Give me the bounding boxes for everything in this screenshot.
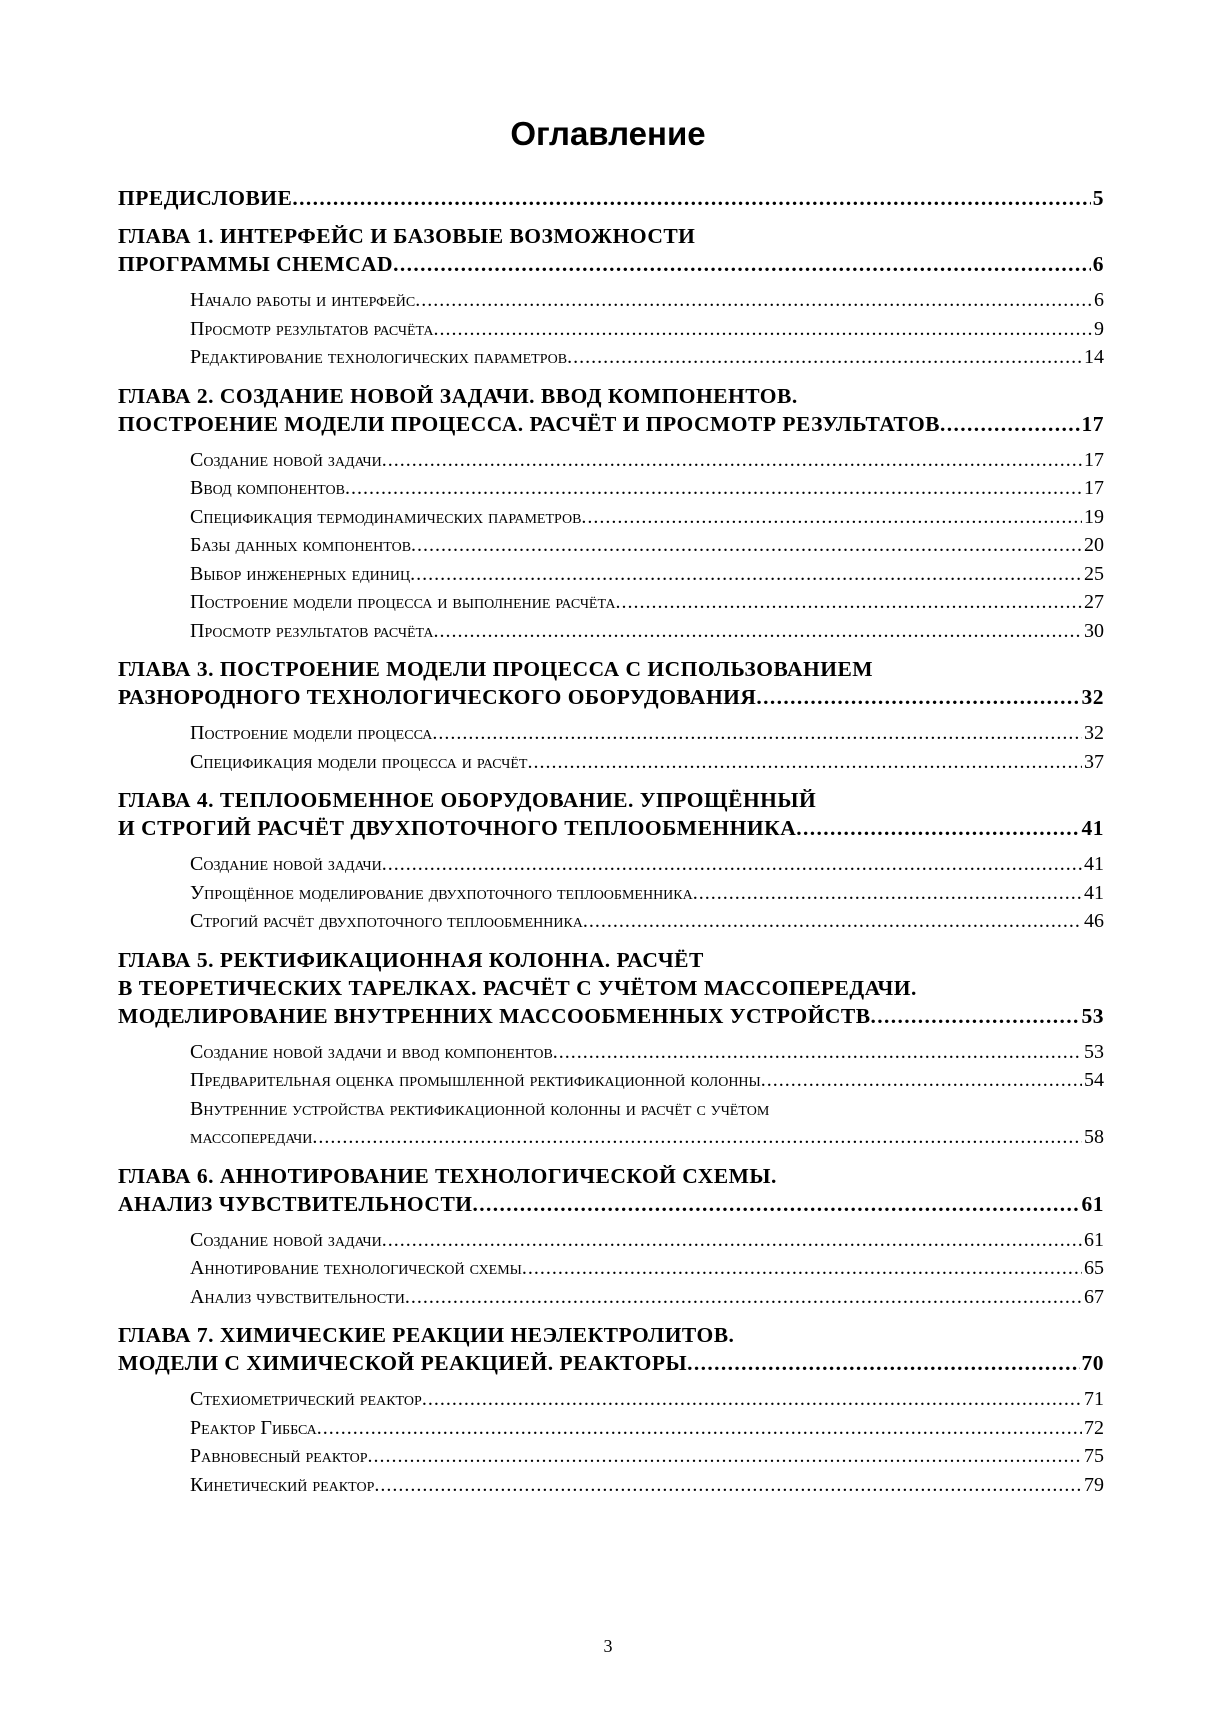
section-row	[190, 286, 1104, 315]
section-row	[190, 1066, 1104, 1095]
section-row	[190, 1123, 1104, 1152]
toc-section-entry[interactable]	[190, 286, 1104, 315]
dot-leader	[382, 1226, 1082, 1255]
chapter-title-line: ГЛАВА 5. РЕКТИФИКАЦИОННАЯ КОЛОННА. РАСЧЁТ	[118, 947, 704, 972]
section-row	[190, 560, 1104, 589]
dot-leader	[687, 1349, 1079, 1377]
chapter-page: 41	[1081, 816, 1104, 840]
section-list	[190, 719, 1104, 776]
dot-leader	[382, 446, 1082, 475]
section-page: 32	[1084, 722, 1104, 744]
dot-leader	[615, 588, 1082, 617]
section-row	[190, 446, 1104, 475]
toc-section-entry[interactable]	[190, 1471, 1104, 1500]
dot-leader	[432, 719, 1082, 748]
toc-section-entry[interactable]	[190, 1254, 1104, 1283]
section-row	[190, 588, 1104, 617]
chapter-title-last-line	[118, 1349, 1104, 1377]
dot-leader	[527, 748, 1082, 777]
section-title: Построение модели процесса и выполнение расчёта	[190, 591, 616, 613]
section-page: 58	[1084, 1126, 1104, 1148]
section-title: Предварительная оценка промышленной ректификационной колонны	[190, 1069, 761, 1091]
section-page: 25	[1084, 562, 1104, 585]
toc-section-entry[interactable]	[190, 503, 1104, 532]
section-title: Спецификация модели процесса и расчёт	[190, 750, 528, 773]
section-page: 30	[1084, 619, 1104, 642]
dot-leader	[345, 474, 1082, 503]
section-title: Просмотр результатов расчёта	[190, 317, 434, 340]
section-title: Создание новой задачи	[190, 448, 382, 471]
section-title: Кинетический реактор	[190, 1473, 375, 1496]
section-page: 27	[1084, 591, 1104, 613]
dot-leader	[368, 1442, 1083, 1471]
chapter-page: 17	[1081, 411, 1104, 436]
section-page: 53	[1084, 1040, 1104, 1063]
toc-section-entry[interactable]	[190, 1038, 1104, 1067]
chapter-title-line: ГЛАВА 4. ТЕПЛООБМЕННОЕ ОБОРУДОВАНИЕ. УПРОЩЁННЫЙ	[118, 788, 817, 812]
section-row	[190, 343, 1104, 372]
section-page: 19	[1084, 505, 1104, 528]
section-page: 37	[1084, 750, 1104, 773]
chapter-heading[interactable]	[118, 655, 1104, 711]
section-title: Создание новой задачи и ввод компонентов	[190, 1040, 553, 1063]
chapter-heading[interactable]	[118, 382, 1104, 438]
section-title: массопередачи	[190, 1126, 313, 1148]
chapter-title-line: И СТРОГИЙ РАСЧЁТ ДВУХПОТОЧНОГО ТЕПЛООБМЕННИКА	[118, 816, 797, 840]
dot-leader	[473, 1190, 1080, 1218]
chapter-title-last-line	[118, 410, 1104, 438]
dot-leader	[312, 1123, 1082, 1152]
toc-section-entry[interactable]	[190, 343, 1104, 372]
toc-section-entry[interactable]	[190, 315, 1104, 344]
chapter-block	[118, 946, 1104, 1152]
section-title: Спецификация термодинамических параметров	[190, 505, 582, 528]
chapter-page: 70	[1081, 1351, 1104, 1375]
dot-leader	[761, 1066, 1082, 1095]
chapter-page: 32	[1081, 685, 1104, 709]
section-page: 46	[1084, 910, 1104, 932]
dot-leader	[522, 1254, 1082, 1283]
page-number: 3	[603, 1636, 613, 1656]
section-page: 14	[1084, 346, 1104, 368]
section-title: Начало работы и интерфейс	[190, 289, 416, 311]
chapter-block	[118, 382, 1104, 646]
section-page: 67	[1084, 1285, 1104, 1308]
dot-leader	[422, 1385, 1082, 1414]
section-title: Равновесный реактор	[190, 1445, 368, 1467]
chapter-block	[118, 1162, 1104, 1312]
section-list	[190, 286, 1104, 372]
toc-section-entry[interactable]	[190, 560, 1104, 589]
chapter-heading[interactable]	[118, 222, 1104, 278]
toc-section-entry[interactable]	[190, 1385, 1104, 1414]
section-title: Редактирование технологических параметров	[190, 346, 568, 368]
section-title: Создание новой задачи	[190, 1228, 382, 1251]
toc-section-entry[interactable]	[190, 446, 1104, 475]
toc-section-entry[interactable]	[190, 474, 1104, 503]
section-row	[190, 1442, 1104, 1471]
section-page: 41	[1084, 881, 1104, 904]
chapter-title-last-line	[118, 814, 1104, 842]
toc-section-entry[interactable]	[190, 1095, 1104, 1152]
chapter-title-last-line	[118, 683, 1104, 711]
section-title: Базы данных компонентов	[190, 534, 412, 556]
section-row	[190, 503, 1104, 532]
page-title: Оглавление	[510, 115, 706, 152]
section-title: Анализ чувствительности	[190, 1285, 405, 1308]
section-title: Упрощённое моделирование двухпоточного теплообменника	[190, 881, 693, 904]
section-row	[190, 907, 1104, 936]
dot-leader	[415, 286, 1092, 315]
toc-section-entry[interactable]	[190, 1066, 1104, 1095]
section-title-line: Внутренние устройства ректификационной колонны и расчёт с учётом	[190, 1097, 770, 1120]
chapter-heading[interactable]	[118, 1162, 1104, 1218]
dot-leader	[871, 1002, 1080, 1030]
section-row	[190, 850, 1104, 879]
chapter-title-line: ГЛАВА 2. СОЗДАНИЕ НОВОЙ ЗАДАЧИ. ВВОД КОМПОНЕНТОВ.	[118, 383, 798, 408]
dot-leader	[553, 1038, 1082, 1067]
dot-leader	[410, 560, 1082, 589]
section-page: 17	[1084, 477, 1104, 499]
chapter-title-line: ГЛАВА 3. ПОСТРОЕНИЕ МОДЕЛИ ПРОЦЕССА С ИСПОЛЬЗОВАНИЕМ	[118, 657, 874, 681]
dot-leader	[433, 315, 1092, 344]
toc-section-entry[interactable]	[190, 850, 1104, 879]
chapter-title-line: ПОСТРОЕНИЕ МОДЕЛИ ПРОЦЕССА. РАСЧЁТ И ПРОСМОТР РЕЗУЛЬТАТОВ	[118, 411, 941, 436]
chapter-heading[interactable]	[118, 1321, 1104, 1377]
section-list	[190, 1038, 1104, 1152]
dot-leader	[581, 503, 1082, 532]
dot-leader	[693, 879, 1082, 908]
chapter-block	[118, 222, 1104, 372]
section-page: 75	[1084, 1445, 1104, 1467]
chapter-block	[118, 655, 1104, 776]
section-page: 79	[1084, 1473, 1104, 1496]
table-of-contents	[118, 184, 1104, 1503]
section-list	[190, 850, 1104, 936]
section-row	[190, 531, 1104, 560]
toc-section-entry[interactable]	[190, 748, 1104, 777]
section-title: Просмотр результатов расчёта	[190, 619, 434, 642]
section-title: Ввод компонентов	[190, 477, 345, 499]
toc-section-entry[interactable]	[190, 617, 1104, 646]
dot-leader	[583, 907, 1082, 936]
section-title: Реактор Гиббса	[190, 1416, 317, 1439]
section-page: 17	[1084, 448, 1104, 471]
chapter-page: 61	[1081, 1191, 1104, 1216]
toc-entry-page: 5	[1092, 186, 1104, 210]
section-page: 71	[1084, 1388, 1104, 1410]
chapter-heading[interactable]	[118, 786, 1104, 842]
chapter-title-last-line	[118, 250, 1104, 278]
section-row	[190, 315, 1104, 344]
section-page: 54	[1084, 1069, 1104, 1091]
chapter-page: 6	[1092, 252, 1104, 276]
dot-leader	[756, 683, 1079, 711]
chapter-title-line: ГЛАВА 1. ИНТЕРФЕЙС И БАЗОВЫЕ ВОЗМОЖНОСТИ	[118, 224, 696, 248]
section-page: 6	[1094, 289, 1104, 311]
chapter-title-line: ГЛАВА 6. АННОТИРОВАНИЕ ТЕХНОЛОГИЧЕСКОЙ СХЕМЫ.	[118, 1163, 777, 1188]
chapter-title-line: В ТЕОРЕТИЧЕСКИХ ТАРЕЛКАХ. РАСЧЁТ С УЧЁТОМ МАССОПЕРЕДАЧИ.	[118, 975, 917, 1000]
section-row	[190, 879, 1104, 908]
dot-leader	[940, 410, 1079, 438]
section-row	[190, 1254, 1104, 1283]
section-row	[190, 1226, 1104, 1255]
section-title: Создание новой задачи	[190, 853, 382, 875]
chapter-title-line: РАЗНОРОДНОГО ТЕХНОЛОГИЧЕСКОГО ОБОРУДОВАНИЯ	[118, 685, 757, 709]
toc-section-entry[interactable]	[190, 907, 1104, 936]
chapter-block	[118, 1321, 1104, 1499]
section-row	[190, 1414, 1104, 1443]
dot-leader	[292, 184, 1090, 212]
chapter-title-last-line	[118, 1190, 1104, 1218]
dot-leader	[567, 343, 1082, 372]
toc-section-entry[interactable]	[190, 1442, 1104, 1471]
section-row	[190, 748, 1104, 777]
toc-section-entry[interactable]	[190, 1226, 1104, 1255]
toc-section-entry[interactable]	[190, 531, 1104, 560]
toc-section-entry[interactable]	[190, 1283, 1104, 1312]
section-title: Построение модели процесса	[190, 722, 433, 744]
chapter-title-line: МОДЕЛИ С ХИМИЧЕСКОЙ РЕАКЦИЕЙ. РЕАКТОРЫ	[118, 1351, 688, 1375]
section-title: Выбор инженерных единиц	[190, 562, 411, 585]
dot-leader	[405, 1283, 1082, 1312]
dot-leader	[796, 814, 1079, 842]
section-row	[190, 617, 1104, 646]
toc-section-entry[interactable]	[190, 719, 1104, 748]
section-row	[190, 1038, 1104, 1067]
chapter-heading[interactable]	[118, 946, 1104, 1030]
section-page: 41	[1084, 853, 1104, 875]
chapter-title-line: ГЛАВА 7. ХИМИЧЕСКИЕ РЕАКЦИИ НЕЭЛЕКТРОЛИТОВ.	[118, 1323, 735, 1347]
chapter-block	[118, 786, 1104, 936]
chapter-title-line: АНАЛИЗ ЧУВСТВИТЕЛЬНОСТИ	[118, 1191, 473, 1216]
dot-leader	[393, 250, 1091, 278]
dot-leader	[374, 1471, 1082, 1500]
chapter-page: 53	[1081, 1003, 1104, 1028]
section-list	[190, 1385, 1104, 1499]
section-list	[190, 446, 1104, 646]
chapter-list	[118, 222, 1104, 1499]
section-row	[190, 1471, 1104, 1500]
section-row	[190, 474, 1104, 503]
section-row	[190, 1283, 1104, 1312]
section-title: Стехиометрический реактор	[190, 1388, 422, 1410]
section-title: Аннотирование технологической схемы	[190, 1257, 522, 1279]
section-row	[190, 1385, 1104, 1414]
chapter-title-last-line	[118, 1002, 1104, 1030]
dot-leader	[317, 1414, 1082, 1443]
section-list	[190, 1226, 1104, 1312]
section-title: Строгий расчёт двухпоточного теплообменника	[190, 910, 583, 932]
toc-entry-title: ПРЕДИСЛОВИЕ	[118, 186, 293, 210]
section-page: 9	[1094, 317, 1104, 340]
chapter-title-line: МОДЕЛИРОВАНИЕ ВНУТРЕННИХ МАССООБМЕННЫХ УСТРОЙСТВ	[118, 1003, 871, 1028]
section-page: 61	[1084, 1228, 1104, 1251]
dot-leader	[433, 617, 1082, 646]
toc-entry-preface[interactable]	[118, 184, 1104, 212]
toc-section-entry[interactable]	[190, 879, 1104, 908]
section-page: 65	[1084, 1257, 1104, 1279]
section-page: 72	[1084, 1416, 1104, 1439]
section-row	[190, 719, 1104, 748]
section-page: 20	[1084, 534, 1104, 556]
chapter-title-line: ПРОГРАММЫ CHEMCAD	[118, 252, 394, 276]
toc-section-entry[interactable]	[190, 588, 1104, 617]
dot-leader	[382, 850, 1082, 879]
toc-section-entry[interactable]	[190, 1414, 1104, 1443]
dot-leader	[411, 531, 1082, 560]
